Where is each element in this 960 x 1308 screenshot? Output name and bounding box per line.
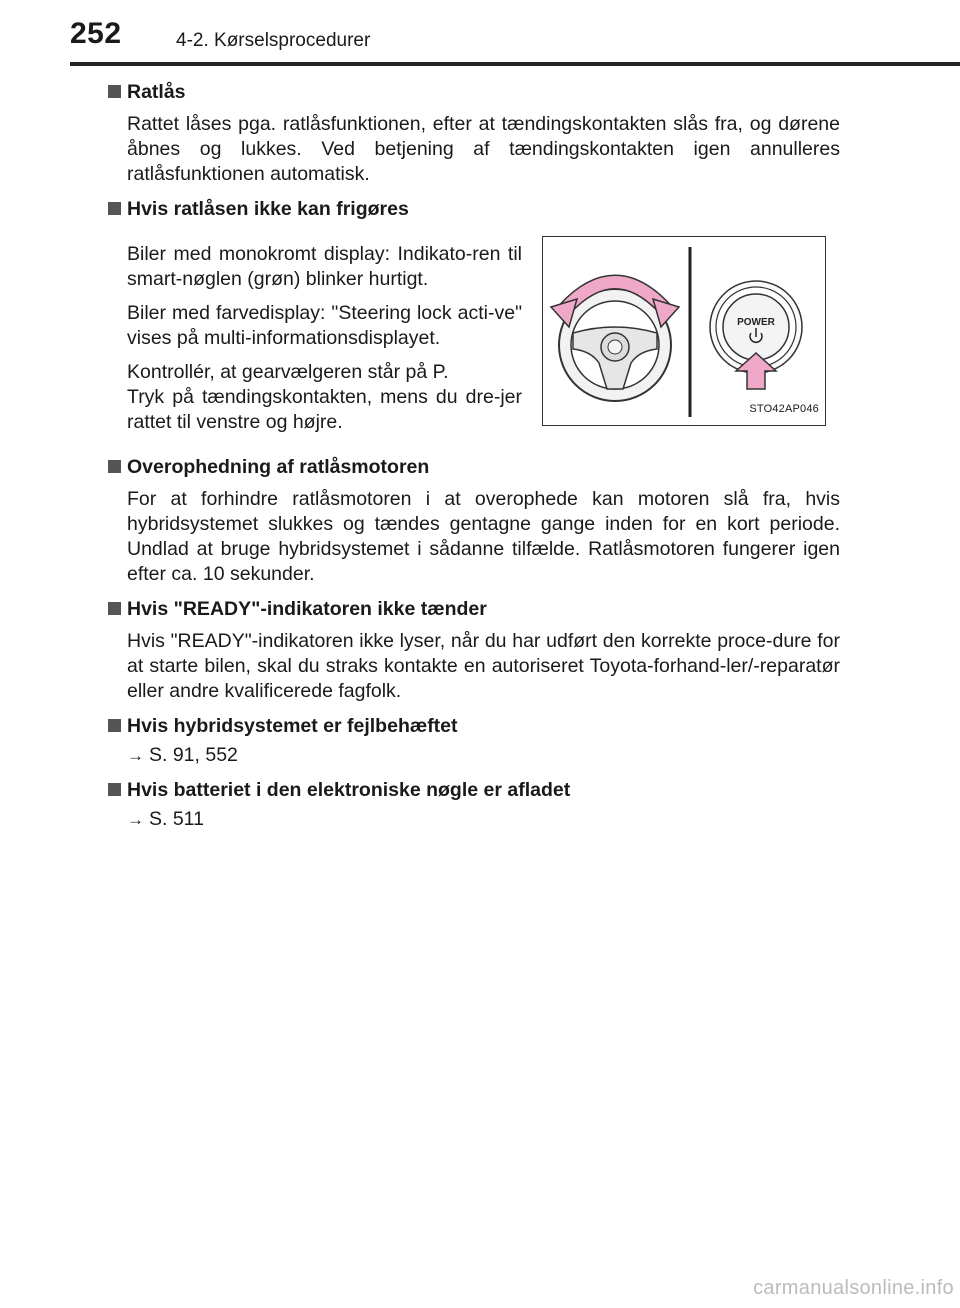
section-heading-batteri: Hvis batteriet i den elektroniske nøgle er afladet bbox=[108, 778, 840, 803]
section-frigoeres-body bbox=[108, 224, 840, 435]
page-content bbox=[108, 72, 840, 832]
reference-batteri bbox=[127, 807, 840, 832]
section-text-ready: Hvis "READY"-indikatoren ikke lyser, når du har udført den korrekte proce-dure for at starte bilen, skal du straks kontakte en autoriseret Toyota-forhand-ler/-reparatør eller andre kvalificerede fagfolk. bbox=[127, 630, 840, 702]
steering-power-figure bbox=[542, 236, 826, 426]
frigoeres-para-color: Biler med farvedisplay: "Steering lock acti-ve" vises på multi-informationsdisplayet. bbox=[127, 302, 522, 349]
header-rule bbox=[70, 62, 960, 66]
frigoeres-para-press-button: Tryk på tændingskontakten, mens du dre-jer rattet til venstre og højre. bbox=[127, 386, 522, 433]
figure-code: STO42AP046 bbox=[749, 403, 819, 415]
power-button-label: POWER bbox=[737, 317, 775, 328]
section-heading-fejl: Hvis hybridsystemet er fejlbehæftet bbox=[108, 714, 840, 739]
arrow-right-icon: → bbox=[127, 810, 144, 829]
section-heading-overophedning: Overophedning af ratlåsmotoren bbox=[108, 455, 840, 480]
reference-fejl-pages: S. 91, 552 bbox=[149, 744, 238, 766]
reference-batteri-pages: S. 511 bbox=[149, 808, 204, 830]
arrow-right-icon: → bbox=[127, 746, 144, 765]
section-heading-ratlaas: Ratlås bbox=[108, 80, 840, 105]
section-text-ratlaas: Rattet låses pga. ratlåsfunktionen, efter at tændingskontakten slås fra, og dørene åbnes og lukkes. Ved betjening af tændingskontakten igen annulleres ratlåsfunktionen automatisk. bbox=[127, 113, 840, 185]
reference-fejl bbox=[127, 743, 840, 768]
frigoeres-para-monochrome: Biler med monokromt display: Indikato-ren til smart-nøglen (grøn) blinker hurtigt. bbox=[127, 243, 522, 290]
page-header bbox=[0, 0, 960, 70]
frigoeres-para-check-gear: Kontrollér, at gearvælgeren står på P. bbox=[127, 361, 449, 383]
section-heading-ready: Hvis "READY"-indikatoren ikke tænder bbox=[108, 597, 840, 622]
section-text-overophedning: For at forhindre ratlåsmotoren i at overophede kan motoren slå fra, hvis hybridsystemet slukkes og tændes gentagne gange inden for en kort periode. Undlad at bruge hybridsystemet i sådanne tilfælde. Ratlåsmotoren fungerer igen efter ca. 10 sekunder. bbox=[127, 488, 840, 585]
page-number: 252 bbox=[70, 17, 122, 50]
watermark: carmanualsonline.info bbox=[753, 1277, 954, 1299]
section-heading-frigoeres: Hvis ratlåsen ikke kan frigøres bbox=[108, 197, 840, 222]
frigoeres-text-column bbox=[127, 224, 522, 435]
chapter-title: 4-2. Kørselsprocedurer bbox=[176, 30, 371, 51]
